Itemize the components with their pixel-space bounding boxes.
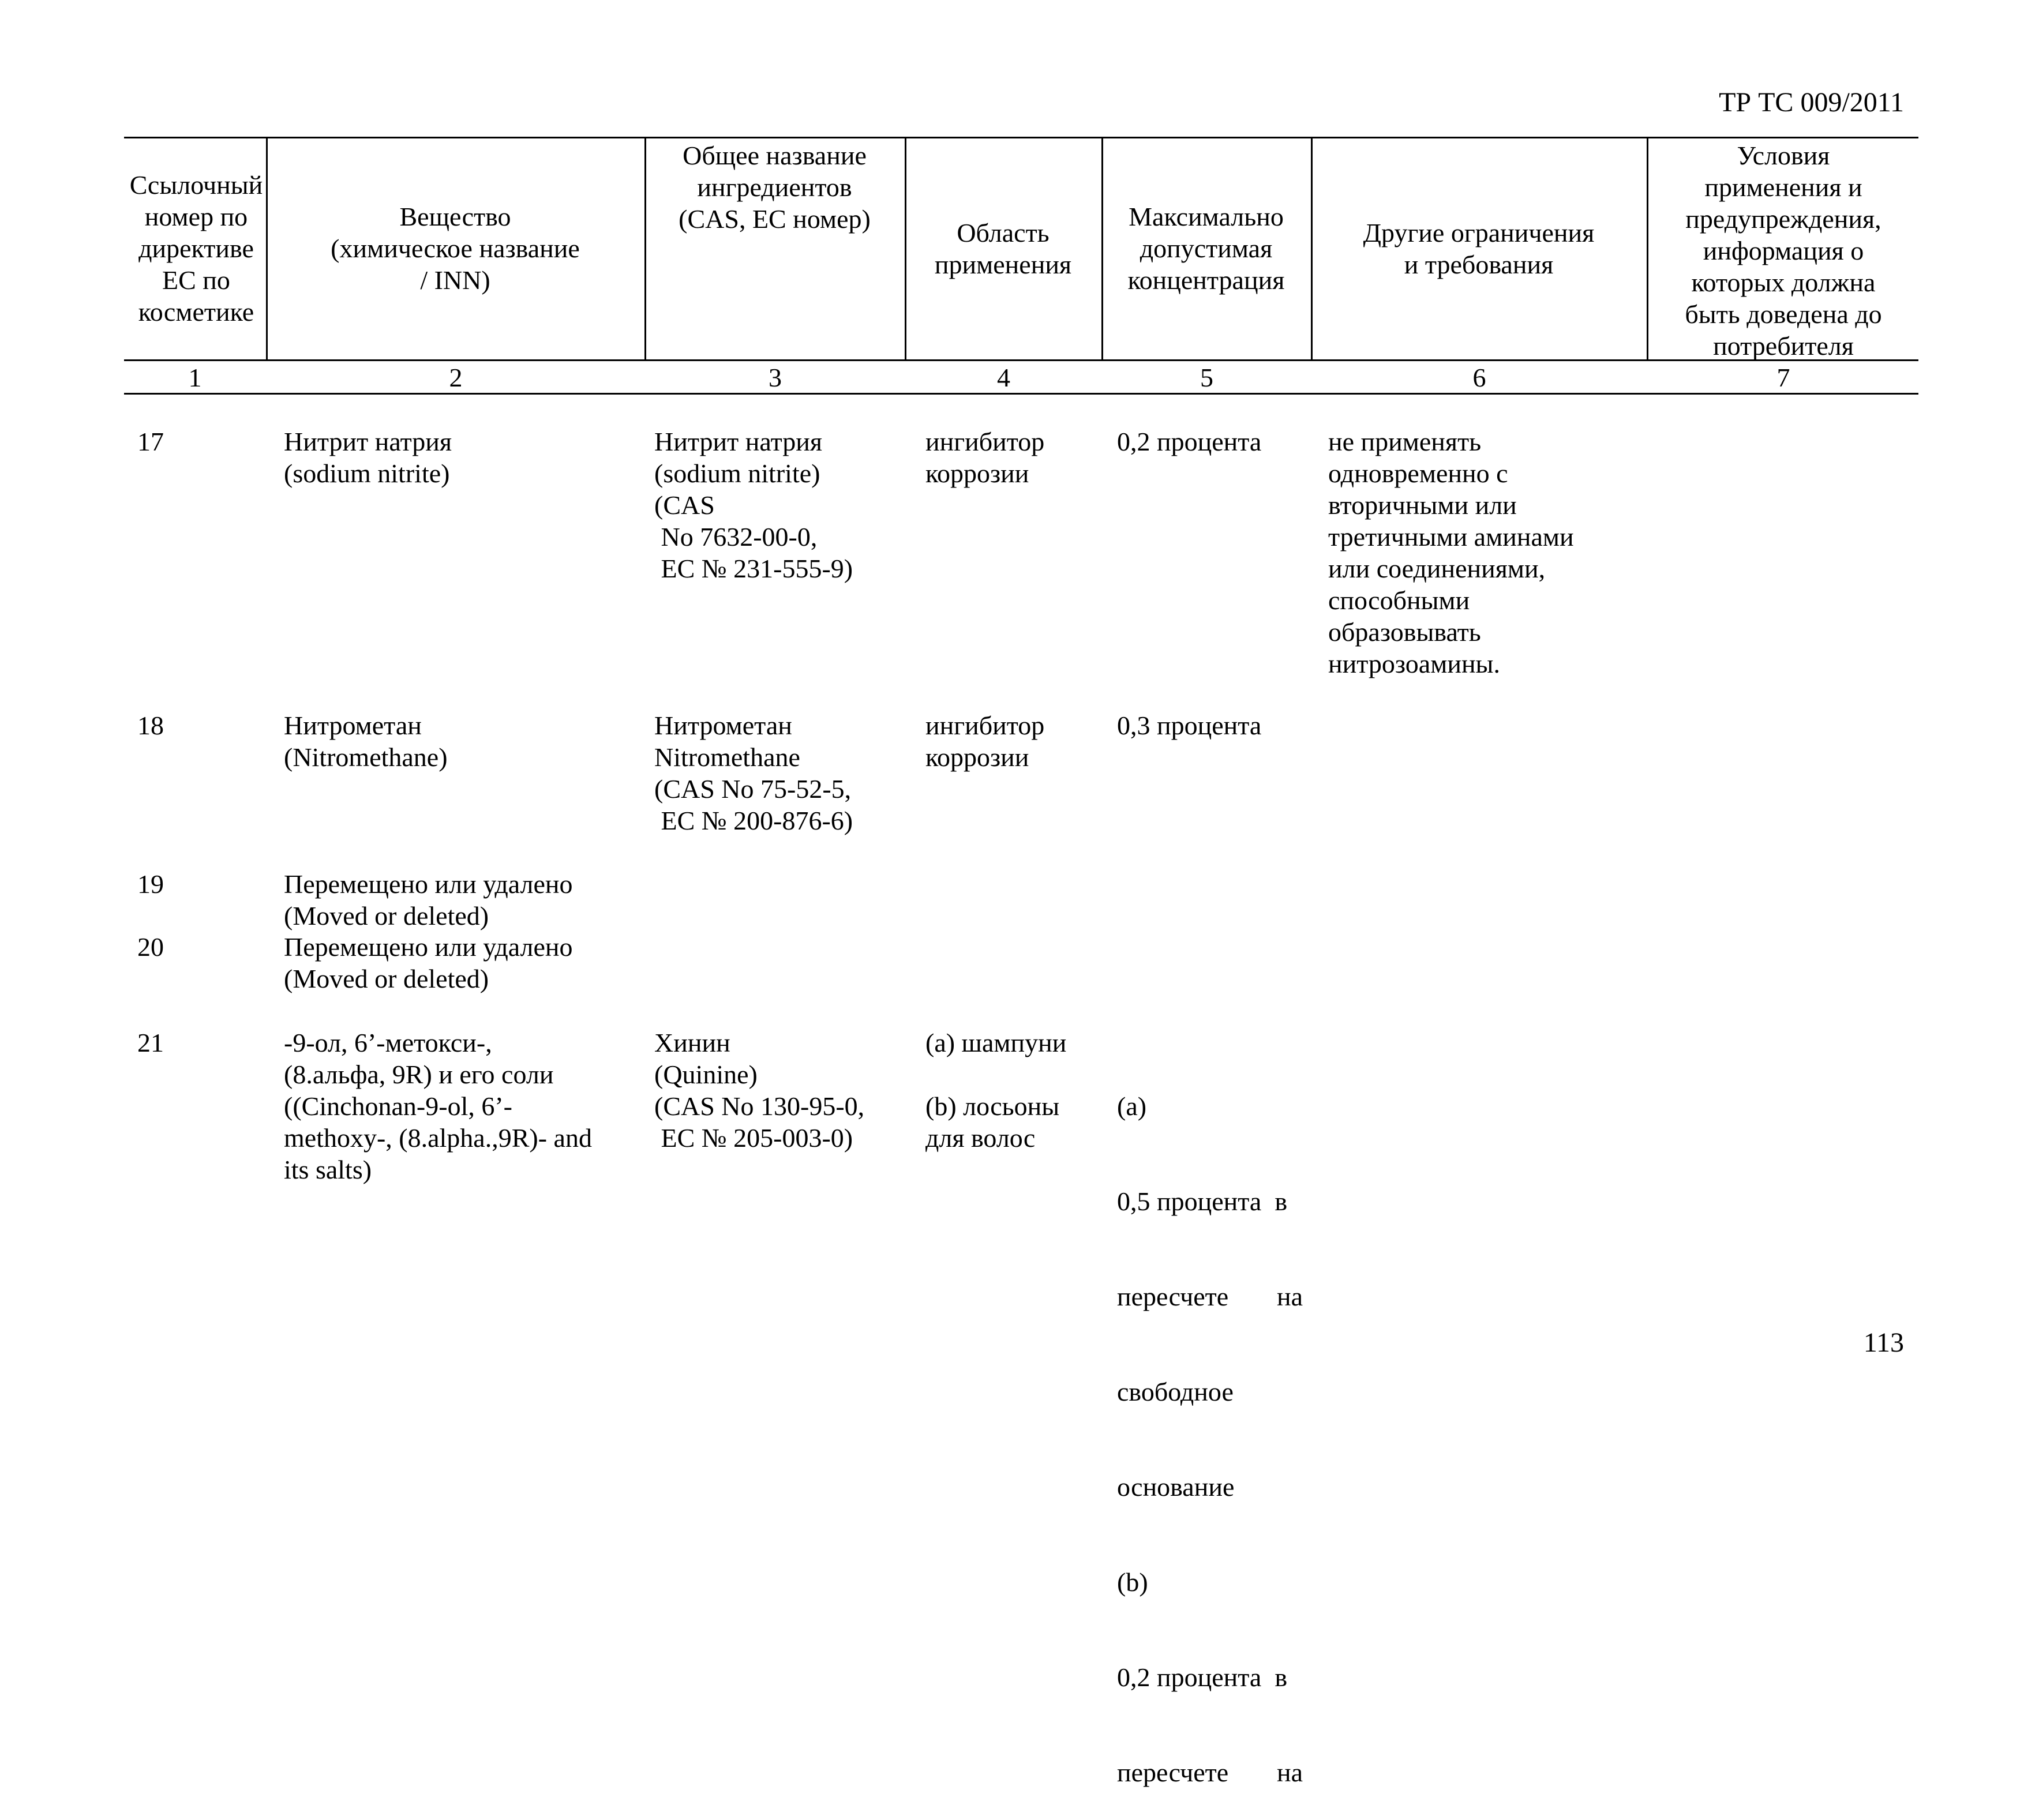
row-ingredient-name: Хинин (Quinine) (CAS No 130-95-0, ЕС № 205-003-0) — [654, 1028, 865, 1153]
row-ref-number: 20 — [137, 932, 164, 962]
conc-a-line: основание — [1117, 1472, 1235, 1502]
row-substance: Перемещено или удалено (Moved or deleted) — [284, 869, 573, 930]
row-application-area: ингибитор коррозии — [925, 711, 1045, 772]
row-ingredient-name: Нитрит натрия (sodium nitrite) (CAS No 7632-00-0, ЕС № 231-555-9) — [654, 427, 853, 583]
row-ref-number: 19 — [137, 869, 164, 899]
row-max-concentration: 0,3 процента — [1117, 711, 1262, 740]
column-header-max-concentration: Максимально допустимая концентрация — [1127, 202, 1285, 295]
column-number: 4 — [997, 363, 1010, 392]
row-substance: Нитрометан (Nitromethane) — [284, 711, 448, 772]
conc-a-word: пересчете — [1117, 1282, 1229, 1311]
row-substance: -9-ол, 6’-метокси-, (8.альфа, 9R) и его соли ((Cinchonan-9-ol, 6’- methoxy-, (8.alpha.,9R)- and its salts) — [284, 1028, 592, 1184]
column-header-other-restrictions: Другие ограничения и требования — [1363, 217, 1595, 279]
row-ref-number: 21 — [137, 1028, 164, 1057]
conc-b-label: (b) — [1117, 1567, 1148, 1597]
column-number: 5 — [1200, 363, 1213, 392]
column-number: 3 — [769, 363, 782, 392]
row-ref-number: 17 — [137, 427, 164, 456]
column-number: 6 — [1472, 363, 1486, 392]
row-application-area-a: (a) шампуни — [925, 1028, 1067, 1057]
row-application-area: ингибитор коррозии — [925, 427, 1045, 488]
row-max-concentration: 0,2 процента — [1117, 427, 1262, 456]
row-substance: Перемещено или удалено (Moved or deleted) — [284, 932, 573, 993]
conc-a-justified-line — [1117, 1281, 1303, 1312]
column-header-substance: Вещество (химическое название / INN) — [331, 202, 580, 295]
row-ref-number: 18 — [137, 711, 164, 740]
page-number: 113 — [1863, 1327, 1904, 1358]
row-max-concentration — [1117, 1027, 1303, 1820]
row-other-restrictions: не применять одновременно с вторичными или третичными аминами или соединениями, способными образовывать нитрозоамины. — [1328, 427, 1574, 678]
column-number: 2 — [449, 363, 463, 392]
conc-b-word: на — [1276, 1758, 1303, 1787]
conc-b-justified-line — [1117, 1757, 1303, 1788]
conc-b-word: пересчете — [1117, 1758, 1229, 1787]
column-header-application-area: Область применения — [934, 217, 1072, 279]
conc-a-line: свободное — [1117, 1377, 1234, 1406]
column-header-ref-number: Ссылочный номер по директиве ЕС по косметике — [129, 170, 263, 327]
column-header-conditions-warnings: Условия применения и предупреждения, информация о которых должна быть доведена до потребителя — [1685, 141, 1882, 361]
conc-a-word: на — [1276, 1282, 1303, 1311]
document-code: ТР ТС 009/2011 — [1719, 87, 1904, 118]
conc-b-line: 0,2 процента в — [1117, 1663, 1288, 1692]
column-number: 7 — [1776, 363, 1790, 392]
row-substance: Нитрит натрия (sodium nitrite) — [284, 427, 452, 488]
column-number: 1 — [188, 363, 202, 392]
row-ingredient-name: Нитрометан Nitromethane (CAS No 75-52-5, ЕС № 200-876-6) — [654, 711, 853, 835]
conc-a-line: 0,5 процента в — [1117, 1187, 1288, 1216]
row-application-area-b: (b) лосьоны для волос — [925, 1091, 1060, 1153]
conc-a-label: (a) — [1117, 1091, 1147, 1121]
column-header-ingredient-name: Общее название ингредиентов (CAS, ЕС номер) — [679, 141, 871, 234]
